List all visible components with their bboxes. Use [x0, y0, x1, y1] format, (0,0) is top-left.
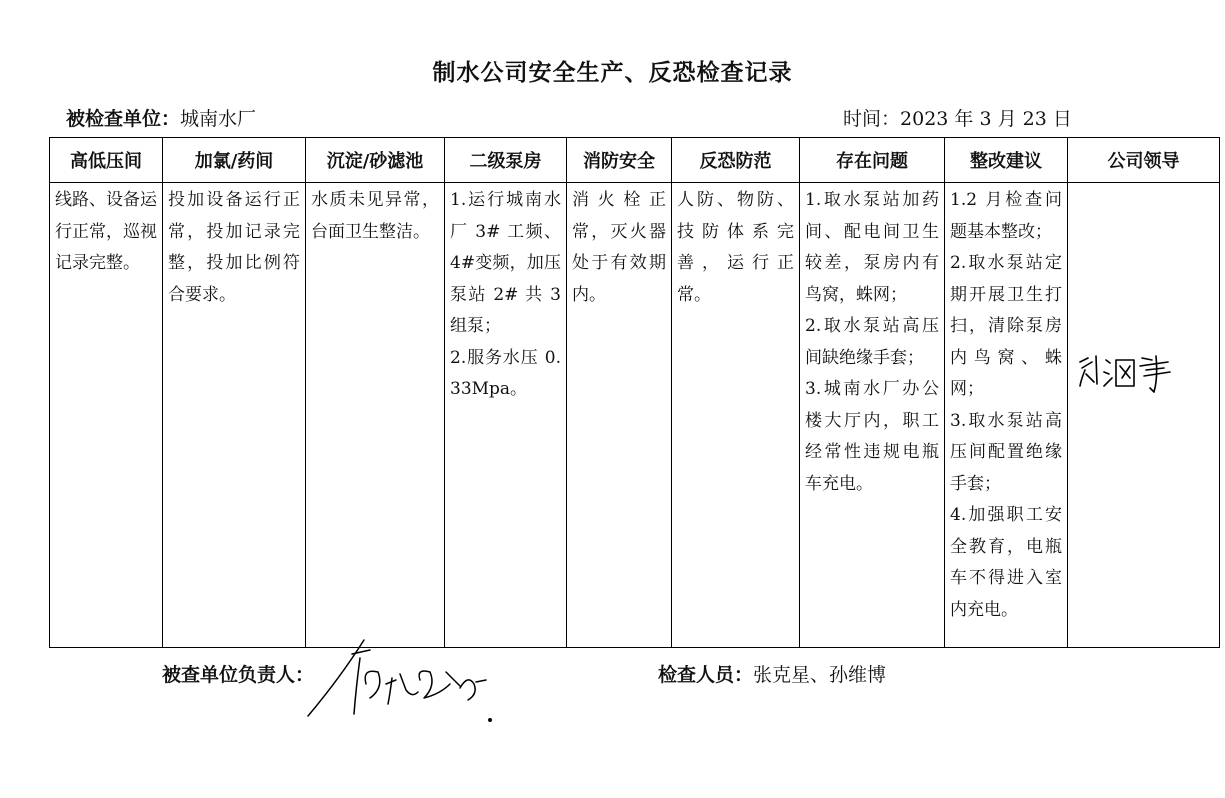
- inspected-unit-label: 被检查单位：: [66, 108, 181, 130]
- cell-high-low-voltage: [50, 183, 163, 648]
- cell-line: 2.取水泵站高压间缺绝缘手套；: [805, 316, 939, 368]
- table-row: [50, 183, 1220, 648]
- header-suggestions: 整改建议: [945, 138, 1068, 183]
- cell-company-leader: [1068, 183, 1220, 648]
- responsible-signature: [300, 628, 500, 728]
- cell-text: 线路、设备运行正常，巡视记录完整。: [55, 190, 157, 273]
- header-sedimentation: 沉淀/砂滤池: [306, 138, 445, 183]
- cell-line: 1.取水泵站加药间、配电间卫生较差，泵房内有鸟窝，蛛网；: [805, 190, 939, 305]
- cell-sedimentation: [306, 183, 445, 648]
- cell-line: 1.运行城南水厂 3# 工频、4#变频，加压泵站 2# 共 3 组泵；: [450, 190, 561, 336]
- responsible-person: [162, 660, 314, 687]
- cell-text: 消火栓正常，灭火器处于有效期内。: [572, 190, 666, 305]
- cell-text: 人防、物防、技防体系完善，运行正常。: [677, 190, 794, 305]
- inspection-table: [49, 137, 1220, 648]
- cell-suggestions: [945, 183, 1068, 648]
- inspection-date: [843, 104, 1072, 131]
- inspectors: [658, 660, 886, 687]
- inspectors-label: 检查人员：: [658, 664, 754, 686]
- inspected-unit: [66, 104, 256, 131]
- leader-signature: [1076, 348, 1186, 398]
- cell-chlorine-room: [163, 183, 306, 648]
- header-problems: 存在问题: [800, 138, 945, 183]
- cell-fire-safety: [567, 183, 672, 648]
- cell-line: 2.取水泵站定期开展卫生打扫，清除泵房内鸟窝、蛛网；: [950, 253, 1062, 399]
- page-title: 制水公司安全生产、反恐检查记录: [432, 60, 793, 86]
- inspection-date-value: 2023 年 3 月 23 日: [900, 108, 1072, 130]
- cell-pump-room: [445, 183, 567, 648]
- responsible-person-label: 被查单位负责人：: [162, 664, 315, 686]
- cell-line: 3.取水泵站高压间配置绝缘手套；: [950, 410, 1062, 494]
- header-chlorine-room: 加氯/药间: [163, 138, 306, 183]
- cell-text: 投加设备运行正常，投加记录完整，投加比例符合要求。: [168, 190, 300, 305]
- cell-text: 水质未见异常，台面卫生整洁。: [311, 190, 439, 242]
- cell-line: 3.城南水厂办公楼大厅内，职工经常性违规电瓶车充电。: [805, 379, 939, 494]
- header-company-leader: 公司领导: [1068, 138, 1220, 183]
- header-pump-room: 二级泵房: [445, 138, 567, 183]
- cell-line: 4.加强职工安全教育，电瓶车不得进入室内充电。: [950, 505, 1062, 620]
- table-header-row: [50, 138, 1220, 183]
- inspectors-value: 张克星、孙维博: [753, 664, 887, 686]
- inspection-date-label: 时间：: [843, 108, 901, 130]
- cell-line: 1.2 月检查问题基本整改；: [950, 190, 1062, 242]
- cell-anti-terror: [672, 183, 800, 648]
- inspected-unit-value: 城南水厂: [180, 108, 257, 130]
- header-high-low-voltage: 高低压间: [50, 138, 163, 183]
- cell-problems: [800, 183, 945, 648]
- header-anti-terror: 反恐防范: [672, 138, 800, 183]
- header-fire-safety: 消防安全: [567, 138, 672, 183]
- cell-line: 2.服务水压 0.33Mpa。: [450, 347, 561, 399]
